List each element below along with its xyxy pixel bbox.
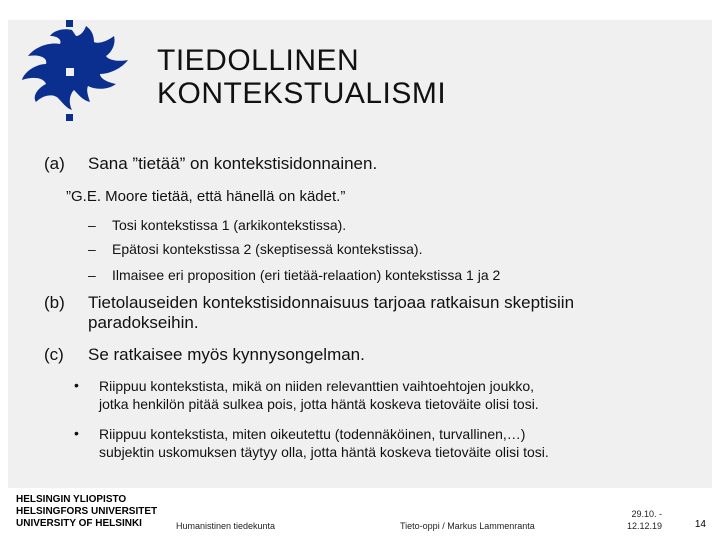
dash-marker-1: – [88,217,96,233]
footer-date [620,508,662,532]
bullet-item-2 [99,425,549,461]
bullet-marker-2: • [74,425,79,441]
item-b-line-1: Tietolauseiden kontekstisidonnaisuus tarjoaa ratkaisun skeptisiin [88,293,575,312]
item-b-marker: (b) [44,293,65,312]
title-line-1: TIEDOLLINEN [157,44,360,77]
item-a-marker: (a) [44,154,65,173]
dash-item-3: Ilmaisee eri proposition (eri tietää-relaation) kontekstissa 1 ja 2 [112,267,501,283]
quote-example: ”G.E. Moore tietää, että hänellä on kädet.” [66,188,346,205]
bullet-2-line-1: Riippuu kontekstista, miten oikeutettu (todennäköinen, turvallinen,…) [99,426,526,442]
item-b-line-2: paradokseihin. [88,313,199,332]
university-name-en: UNIVERSITY OF HELSINKI [16,518,142,529]
item-b-text [88,293,574,333]
university-name [16,494,157,530]
item-c-marker: (c) [44,345,64,364]
footer-course: Tieto-oppi / Markus Lammenranta [400,521,535,531]
university-flame-logo-icon [14,18,132,126]
slide-title [157,44,446,110]
footer-date-line-2: 12.12.19 [626,521,662,531]
footer-date-line-1: 29.10. - [631,509,662,519]
item-c-text: Se ratkaisee myös kynnysongelman. [88,345,365,364]
dash-marker-3: – [88,267,96,283]
title-line-2: KONTEKSTUALISMI [157,77,447,110]
bullet-marker-1: • [74,377,79,393]
dash-marker-2: – [88,241,96,257]
item-a [44,154,65,174]
item-a-text: Sana ”tietää” on kontekstisidonnainen. [88,154,378,173]
bullet-1-line-2: jotka henkilön pitää sulkea pois, jotta häntä koskeva tietoväite olisi tosi. [99,396,539,412]
footer-faculty: Humanistinen tiedekunta [176,521,276,531]
bullet-1-line-1: Riippuu kontekstista, mikä on niiden relevanttien vaihtoehtojen joukko, [99,378,535,394]
dash-item-1: Tosi kontekstissa 1 (arkikontekstissa). [112,217,347,233]
dash-item-2: Epätosi kontekstissa 2 (skeptisessä kontekstissa). [112,241,423,257]
page-number: 14 [694,519,706,530]
university-name-sv: HELSINGFORS UNIVERSITET [16,506,158,517]
bullet-2-line-2: subjektin uskomuksen täytyy olla, jotta häntä koskeva tietoväite olisi tosi. [99,444,549,460]
bullet-item-1 [99,377,539,413]
university-name-fi: HELSINGIN YLIOPISTO [16,494,127,505]
